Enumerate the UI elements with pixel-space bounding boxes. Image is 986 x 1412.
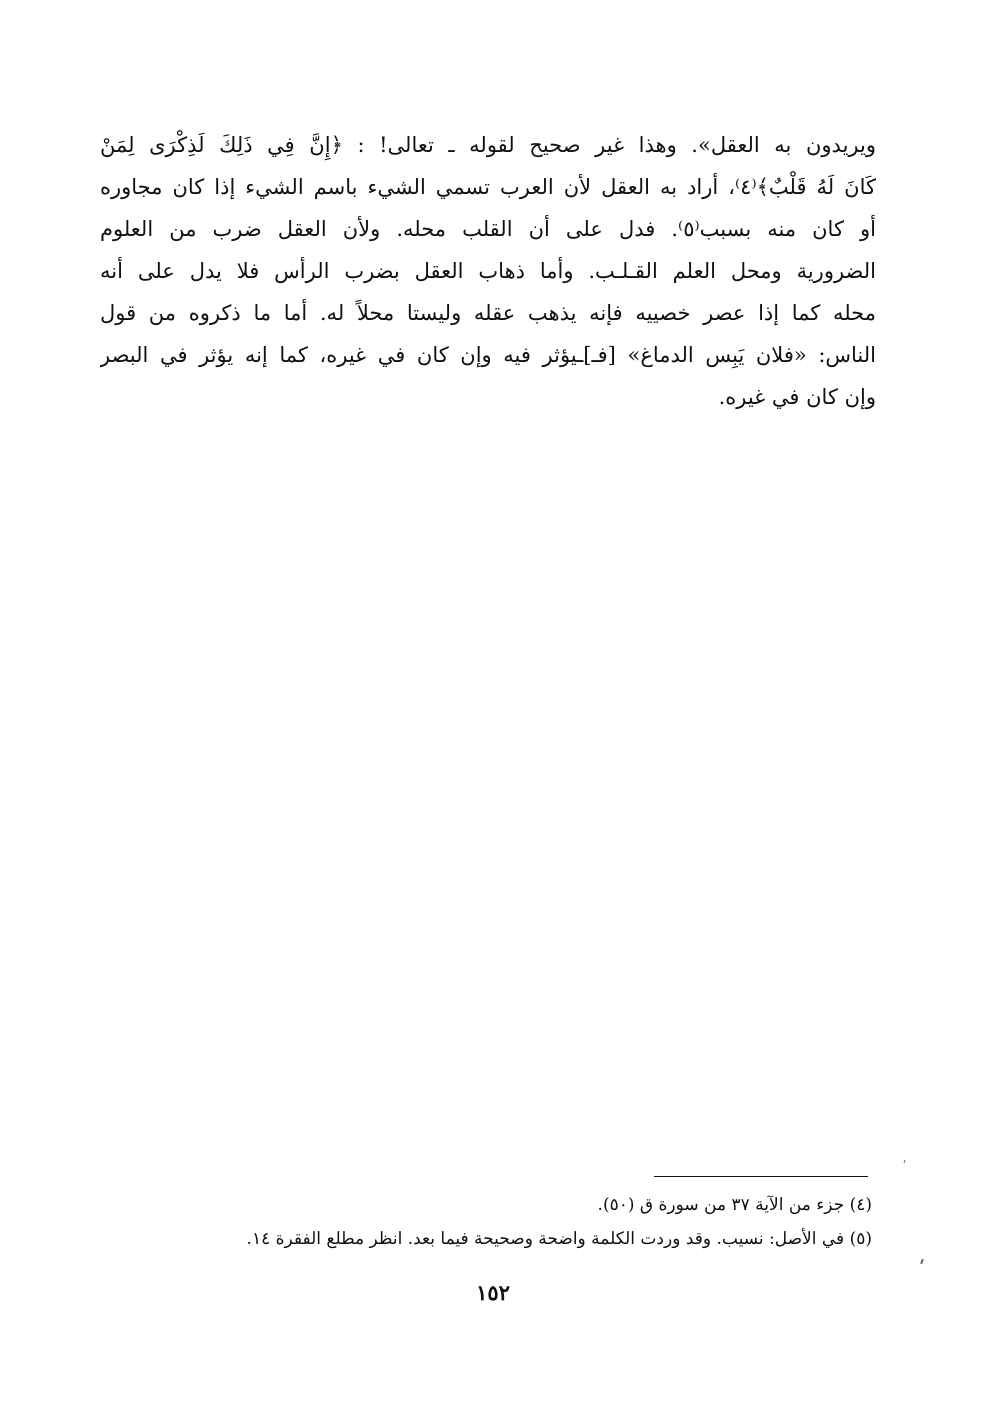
scan-speck bbox=[904, 1160, 906, 1163]
paragraph-line: ويريدون به العقل». وهذا غير صحيح لقوله ـ تعالى! : ﴿إِنَّ فِي ذَلِكَ لَذِكْرَى لِمَنْ bbox=[100, 133, 876, 157]
paragraph-line: وإن كان في غيره. bbox=[718, 385, 876, 409]
footnote-separator bbox=[654, 1176, 868, 1177]
paragraph-line: الضرورية ومحل العلم القـلـب. وأما ذهاب العقل بضرب الرأس فلا يدل على أنه bbox=[100, 259, 876, 283]
footnote-5: (٥) في الأصل: نسيب. وقد وردت الكلمة واضحة وصحيحة فيما بعد. انظر مطلع الفقرة ١٤. bbox=[246, 1229, 872, 1249]
paragraph-line: أو كان منه بسبب⁽٥⁾. فدل على أن القلب محله. ولأن العقل ضرب من العلوم bbox=[100, 217, 876, 241]
main-paragraph bbox=[100, 124, 876, 418]
footnotes bbox=[100, 1188, 872, 1256]
footnote-4: (٤) جزء من الآية ٣٧ من سورة ق (٥٠). bbox=[597, 1195, 872, 1215]
paragraph-line: محله كما إذا عصر خصييه فإنه يذهب عقله وليستا محلاً له. أما ما ذكروه من قول bbox=[100, 301, 876, 325]
paragraph-line: كَانَ لَهُ قَلْبٌ﴾⁽٤⁾، أراد به العقل لأن العرب تسمي الشيء باسم الشيء إذا كان مجاوره bbox=[100, 175, 876, 199]
scan-speck bbox=[920, 1259, 924, 1264]
page-number: ١٥٢ bbox=[476, 1280, 510, 1305]
paragraph-line: الناس: «فلان يَبِس الدماغ» [فـ]ـيؤثر فيه وإن كان في غيره، كما إنه يؤثر في البصر bbox=[100, 343, 876, 367]
